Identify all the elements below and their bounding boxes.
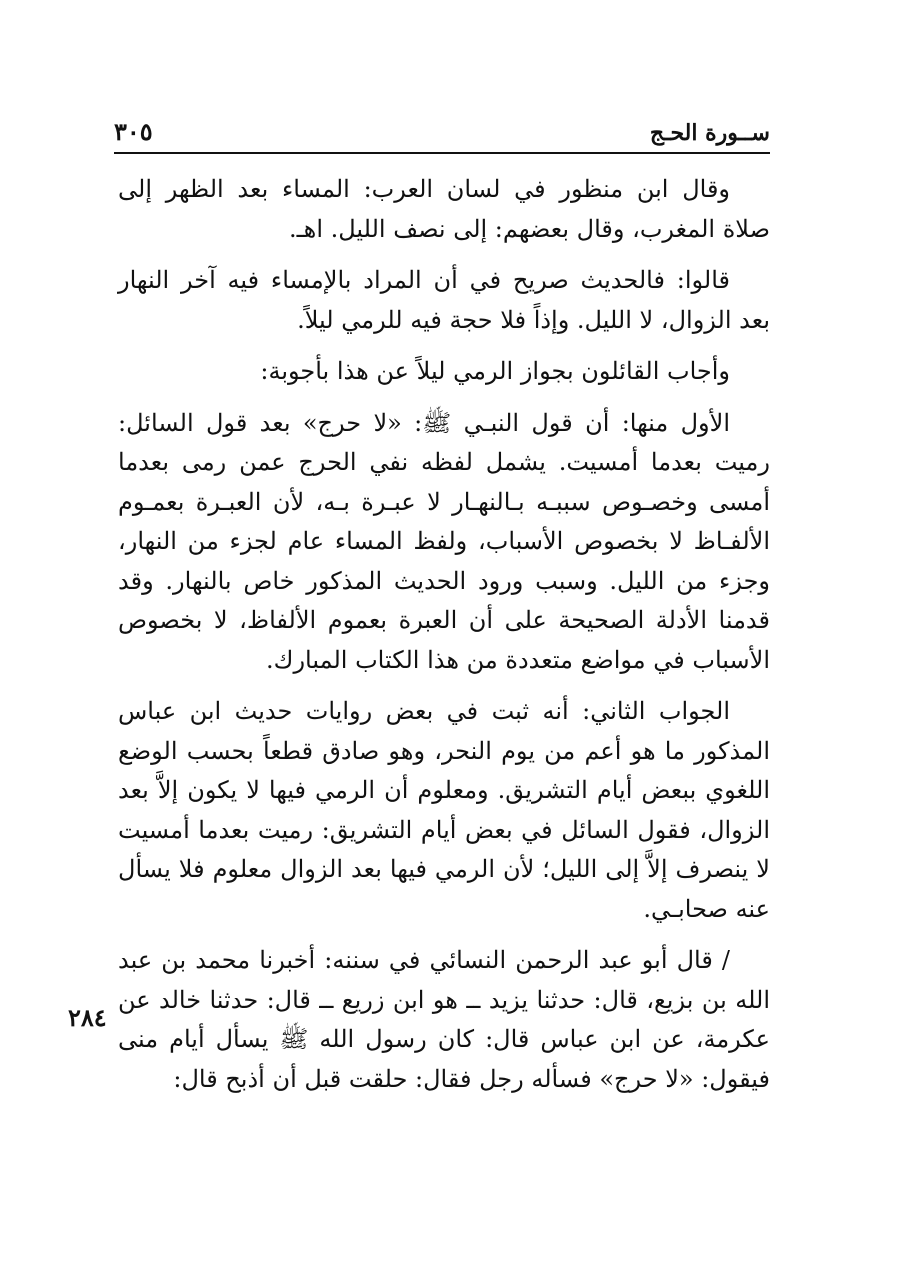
surah-title: ســورة الحـج — [649, 120, 770, 146]
paragraph-first-answer: الأول منها: أن قول النبـي ﷺ: «لا حرج» بعد قول السائل: رميت بعدما أمسيت. يشمل لفظه نفي الحرج عمن رمى بعدما أمسى وخصـوص سببـه بـالنهـار لا عبـرة بـه، لأن العبـرة بعمـوم الألفـاظ لا بخصوص الأسباب، ولفظ المساء عام لجزء من النهار، وجزء من الليل. وسبب ورود الحديث المذكور خاص بالنهار. وقد قدمنا الأدلة الصحيحة على أن العبرة بعموم الألفاظ، لا بخصوص الأسباب في مواضع متعددة من هذا الكتاب المبارك. — [118, 408, 770, 674]
paragraph-ajwiba: وأجاب القائلون بجواز الرمي ليلاً عن هذا بأجوبة: — [260, 357, 730, 385]
page-header — [114, 110, 770, 154]
page-body — [118, 170, 770, 1111]
hadith-paragraph — [118, 941, 770, 1099]
paragraph-second-answer: الجواب الثاني: أنه ثبت في بعض روايات حديث ابن عباس المذكور ما هو أعم من يوم النحر، وهو صادق قطعاً بحسب الوضع اللغوي ببعض أيام التشريق. ومعلوم أن الرمي فيها لا يكون إلاَّ بعد الزوال، فقول السائل في بعض أيام التشريق: رميت بعدما أمسيت لا ينصرف إلاَّ إلى الليل؛ لأن الرمي فيها بعد الزوال معلوم فلا يسأل عنه صحابـي. — [118, 697, 771, 923]
hadith-marker: / — [721, 946, 730, 974]
page-number: ٣٠٥ — [114, 117, 153, 146]
hadith-text: قال أبو عبد الرحمن النسائي في سننه: أخبرنا محمد بن عبد الله بن بزيع، قال: حدثنا يزيد ــ هو ابن زريع ــ قال: حدثنا خالد عن عكرمة، عن ابن عباس قال: كان رسول الله ﷺ يسأل أيام منى فيقول: «لا حرج» فسأله رجل فقال: حلقت قبل أن أذبح قال: — [118, 946, 770, 1093]
hadith-number: ٢٨٤ — [68, 1003, 107, 1032]
paragraph-ibn-manzur: وقال ابن منظور في لسان العرب: المساء بعد الظهر إلى صلاة المغرب، وقال بعضهم: إلى نصف الليل. اهـ. — [118, 175, 770, 243]
paragraph-qalu: قالوا: فالحديث صريح في أن المراد بالإمساء فيه آخر النهار بعد الزوال، لا الليل. وإذاً فلا حجة فيه للرمي ليلاً. — [118, 266, 770, 334]
